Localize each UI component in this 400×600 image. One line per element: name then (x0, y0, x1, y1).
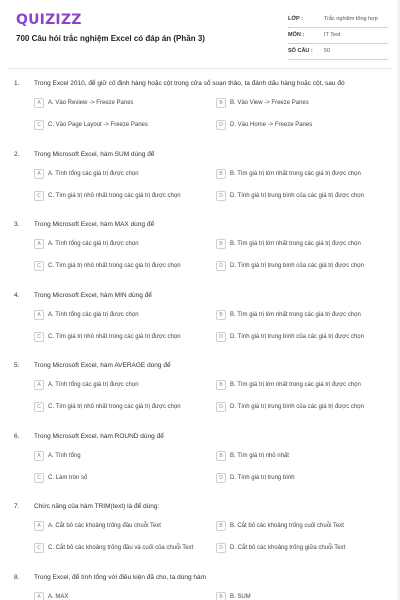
question-number: 1. (14, 80, 20, 87)
header-divider (8, 68, 392, 69)
option-letter-box: D (216, 120, 226, 130)
meta-label: MÔN : (288, 32, 305, 38)
question-number: 2. (14, 150, 20, 158)
option-text: B. Cắt bỏ các khoảng trống cuối chuỗi Text (230, 523, 344, 529)
option-text: D. Tính giá trị trung bình của các giá trị được chọn (230, 404, 364, 410)
question-number: 3. (14, 221, 20, 228)
question-item (0, 292, 400, 356)
option-text: C. Vào Page Layout -> Freeze Panes (48, 122, 148, 128)
option-letter-box: C (34, 332, 44, 342)
option-letter-box: A (34, 592, 44, 600)
answer-option-a[interactable] (34, 451, 214, 461)
answer-option-c[interactable] (34, 543, 214, 553)
answer-option-c[interactable] (34, 473, 214, 483)
option-text: A. Tính tổng các giá trị được chọn (48, 241, 139, 247)
answer-option-b[interactable] (216, 451, 396, 461)
question-text: Trong Excel 2010, để giữ cố định hàng hoặc cột trong cửa sổ soạn thảo, ta đánh dấu hàng hoặc cột, sau đó (34, 80, 345, 87)
option-letter-box: A (34, 380, 44, 390)
answer-option-d[interactable] (216, 473, 396, 483)
answer-option-a[interactable] (34, 521, 214, 531)
option-text: D. Vào Home -> Freeze Panes (230, 122, 313, 128)
option-letter-box: A (34, 310, 44, 320)
answer-option-c[interactable] (34, 402, 214, 412)
meta-value: Trắc nghiệm tổng hợp (324, 16, 378, 22)
answer-option-c[interactable] (34, 191, 214, 201)
option-text: C. Tìm giá trị nhỏ nhất trong các giá trị được chọn (48, 263, 181, 269)
option-text: C. Tìm giá trị nhỏ nhất trong các giá trị được chọn (48, 192, 181, 199)
meta-row-class (288, 12, 388, 28)
document-header (0, 0, 400, 62)
answer-option-c[interactable] (34, 120, 214, 130)
option-letter-box: B (216, 169, 226, 179)
option-letter-box: C (34, 543, 44, 553)
meta-row-subject (288, 28, 388, 44)
option-letter-box: B (216, 98, 226, 108)
answer-option-a[interactable] (34, 169, 214, 179)
meta-label: LỚP : (288, 16, 303, 22)
option-letter-box: D (216, 543, 226, 553)
option-text: A. Tính tổng các giá trị được chọn (48, 170, 139, 177)
option-text: B. Vào View -> Freeze Panes (230, 100, 309, 106)
meta-label: SỐ CÂU : (288, 48, 313, 54)
question-text: Trong Microsoft Excel, hàm AVERAGE dùng để (34, 362, 171, 369)
option-text: A. Tính tổng (48, 452, 81, 459)
question-text: Trong Microsoft Excel, hàm MIN dùng để (34, 291, 152, 299)
answer-option-d[interactable] (216, 261, 396, 271)
answer-option-a[interactable] (34, 98, 214, 108)
option-text: D. Tính giá trị trung bình của các giá trị được chọn (230, 263, 364, 269)
question-item (0, 574, 400, 600)
answer-option-b[interactable] (216, 98, 396, 108)
option-letter-box: D (216, 261, 226, 271)
answer-option-a[interactable] (34, 380, 214, 390)
answer-option-b[interactable] (216, 310, 396, 320)
answer-option-b[interactable] (216, 169, 396, 179)
option-text: A. Tính tổng các giá trị được chọn (48, 311, 139, 318)
question-item (0, 151, 400, 215)
option-text: A. Vào Review -> Freeze Panes (48, 100, 134, 106)
option-text: C. Cắt bỏ các khoảng trống đầu và cuối của chuỗi Text (48, 545, 194, 551)
option-letter-box: B (216, 451, 226, 461)
question-number: 6. (14, 432, 20, 440)
answer-option-d[interactable] (216, 191, 396, 201)
option-letter-box: D (216, 473, 226, 483)
answer-option-c[interactable] (34, 261, 214, 271)
option-letter-box: B (216, 239, 226, 249)
quizizz-logo[interactable]: QUIZIZZ (16, 12, 82, 28)
question-item (0, 221, 400, 285)
option-letter-box: C (34, 473, 44, 483)
question-number: 8. (14, 573, 20, 581)
option-text: C. Tìm giá trị nhỏ nhất trong các giá trị được chọn (48, 333, 181, 340)
option-letter-box: B (216, 592, 226, 600)
option-text: A. Cắt bỏ các khoảng trống đầu chuỗi Text (48, 523, 161, 529)
option-text: B. Tìm giá trị lớn nhất trong các giá trị được chọn (230, 241, 361, 247)
question-text: Chức năng của hàm TRIM(text) là để dùng: (34, 503, 160, 510)
question-text: Trong Microsoft Excel, hàm MAX dùng để (34, 221, 155, 228)
option-text: A. MAX (48, 593, 69, 600)
answer-option-d[interactable] (216, 120, 396, 130)
option-text: B. Tìm giá trị lớn nhất trong các giá trị được chọn (230, 382, 361, 388)
question-number: 4. (14, 291, 20, 299)
option-letter-box: A (34, 239, 44, 249)
option-text: D. Tính giá trị trung bình (230, 474, 295, 481)
option-text: A. Tính tổng các giá trị được chọn (48, 382, 139, 388)
option-letter-box: C (34, 191, 44, 201)
option-letter-box: C (34, 120, 44, 130)
question-text: Trong Excel, để tính tổng với điều kiện đã cho, ta dùng hàm (34, 573, 207, 581)
answer-option-a[interactable] (34, 592, 214, 600)
option-letter-box: C (34, 261, 44, 271)
option-letter-box: A (34, 98, 44, 108)
option-letter-box: B (216, 521, 226, 531)
option-letter-box: D (216, 332, 226, 342)
option-text: C. Tìm giá trị nhỏ nhất trong các giá trị được chọn (48, 404, 181, 410)
answer-option-c[interactable] (34, 332, 214, 342)
option-letter-box: D (216, 191, 226, 201)
question-number: 5. (14, 362, 20, 369)
answer-option-b[interactable] (216, 380, 396, 390)
question-item (0, 433, 400, 497)
option-letter-box: A (34, 521, 44, 531)
question-item (0, 503, 400, 567)
question-item (0, 80, 400, 144)
option-letter-box: A (34, 169, 44, 179)
answer-option-d[interactable] (216, 402, 396, 412)
option-text: B. SUM (230, 593, 251, 600)
option-letter-box: B (216, 380, 226, 390)
answer-option-d[interactable] (216, 543, 396, 553)
answer-option-a[interactable] (34, 239, 214, 249)
option-text: D. Tính giá trị trung bình của các giá trị được chọn (230, 333, 364, 340)
option-letter-box: B (216, 310, 226, 320)
option-letter-box: C (34, 402, 44, 412)
answer-option-b[interactable] (216, 521, 396, 531)
option-letter-box: D (216, 402, 226, 412)
option-letter-box: A (34, 451, 44, 461)
meta-value: IT Test (324, 32, 341, 38)
document-title: 700 Câu hỏi trắc nghiệm Excel có đáp án (Phần 3) (16, 34, 205, 43)
option-text: B. Tìm giá trị lớn nhất trong các giá trị được chọn (230, 170, 361, 177)
meta-value: 50 (324, 48, 331, 54)
option-text: B. Tìm giá trị lớn nhất trong các giá trị được chọn (230, 311, 361, 318)
answer-option-d[interactable] (216, 332, 396, 342)
question-number: 7. (14, 503, 20, 510)
question-text: Trong Microsoft Excel, hàm SUM dùng để (34, 150, 155, 158)
option-text: D. Tính giá trị trung bình của các giá trị được chọn (230, 192, 364, 199)
meta-row-count (288, 44, 388, 60)
answer-option-b[interactable] (216, 239, 396, 249)
answer-option-b[interactable] (216, 592, 396, 600)
option-text: B. Tìm giá trị nhỏ nhất (230, 452, 289, 459)
question-item (0, 362, 400, 426)
option-text: C. Làm tròn số (48, 474, 88, 481)
meta-table (288, 12, 388, 60)
option-text: D. Cắt bỏ các khoảng trống giữa chuỗi Text (230, 545, 346, 551)
answer-option-a[interactable] (34, 310, 214, 320)
question-text: Trong Microsoft Excel, hàm ROUND dùng để (34, 432, 164, 440)
